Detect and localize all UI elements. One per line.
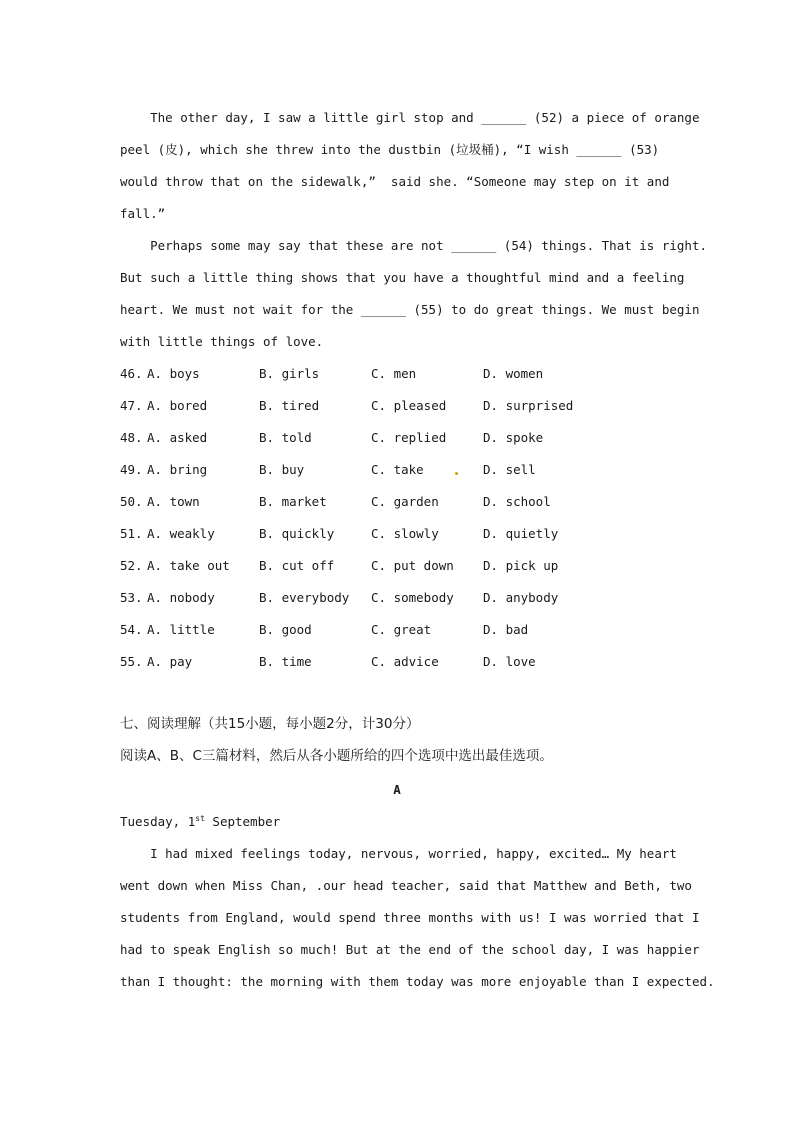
- option-c: C. pleased: [371, 398, 447, 413]
- passage-line: I had mixed feelings today, nervous, worried, happy, excited… My heart: [120, 846, 677, 861]
- question-number: 53.: [120, 590, 143, 605]
- option-c: C. take: [371, 462, 424, 477]
- option-a: A. little: [147, 622, 215, 637]
- option-a: A. bored: [147, 398, 208, 413]
- option-d: D. school: [483, 494, 551, 509]
- option-c: C. put down: [371, 558, 454, 573]
- option-b: B. cut off: [259, 558, 335, 573]
- option-a: A. take out: [147, 558, 230, 573]
- option-b: B. market: [259, 494, 327, 509]
- diary-date: [120, 814, 280, 830]
- option-b: B. tired: [259, 398, 320, 413]
- passage-line: than I thought: the morning with them today was more enjoyable than I expected.: [120, 974, 715, 989]
- option-d: D. love: [483, 654, 536, 669]
- option-d: D. sell: [483, 462, 536, 477]
- passage-line: fall.”: [120, 206, 166, 221]
- passage-line: peel (皮), which she threw into the dustbin (垃圾桶), “I wish ______ (53): [120, 142, 660, 157]
- option-b: B. time: [259, 654, 312, 669]
- passage-line: Perhaps some may say that these are not ______ (54) things. That is right.: [120, 238, 707, 253]
- passage-label: A: [393, 782, 401, 797]
- option-c: C. slowly: [371, 526, 439, 541]
- question-number: 48.: [120, 430, 143, 445]
- option-b: B. good: [259, 622, 312, 637]
- passage-line: But such a little thing shows that you have a thoughtful mind and a feeling: [120, 270, 685, 285]
- option-b: B. buy: [259, 462, 305, 477]
- option-a: A. bring: [147, 462, 208, 477]
- option-d: D. anybody: [483, 590, 559, 605]
- option-a: A. boys: [147, 366, 200, 381]
- option-a: A. pay: [147, 654, 193, 669]
- option-b: B. everybody: [259, 590, 350, 605]
- passage-line: heart. We must not wait for the ______ (55) to do great things. We must begin: [120, 302, 700, 317]
- question-number: 49.: [120, 462, 143, 477]
- question-number: 54.: [120, 622, 143, 637]
- date-ordinal: st: [195, 813, 205, 823]
- option-c: C. men: [371, 366, 417, 381]
- question-number: 47.: [120, 398, 143, 413]
- option-b: B. told: [259, 430, 312, 445]
- option-d: D. spoke: [483, 430, 544, 445]
- passage-line: with little things of love.: [120, 334, 324, 349]
- option-d: D. women: [483, 366, 544, 381]
- option-b: B. girls: [259, 366, 320, 381]
- date-month: September: [204, 814, 281, 829]
- option-a: A. asked: [147, 430, 208, 445]
- option-a: A. nobody: [147, 590, 215, 605]
- option-b: B. quickly: [259, 526, 335, 541]
- passage-line: would throw that on the sidewalk,” said she. “Someone may step on it and: [120, 174, 670, 189]
- option-c: C. replied: [371, 430, 447, 445]
- question-number: 51.: [120, 526, 143, 541]
- question-number: 46.: [120, 366, 143, 381]
- option-d: D. bad: [483, 622, 529, 637]
- option-a: A. town: [147, 494, 200, 509]
- question-number: 55.: [120, 654, 143, 669]
- option-d: D. quietly: [483, 526, 559, 541]
- passage-line: students from England, would spend three months with us! I was worried that I: [120, 910, 700, 925]
- option-c: C. advice: [371, 654, 439, 669]
- passage-line: The other day, I saw a little girl stop and ______ (52) a piece of orange: [120, 110, 700, 125]
- option-c: C. great: [371, 622, 432, 637]
- option-c: C. somebody: [371, 590, 454, 605]
- date-day: Tuesday, 1: [120, 814, 196, 829]
- option-c: C. garden: [371, 494, 439, 509]
- passage-line: went down when Miss Chan, .our head teacher, said that Matthew and Beth, two: [120, 878, 692, 893]
- question-number: 50.: [120, 494, 143, 509]
- section-instruction: 阅读A、B、C三篇材料，然后从各小题所给的四个选项中选出最佳选项。: [120, 748, 553, 764]
- stray-mark: [455, 472, 458, 475]
- section-heading: 七、阅读理解（共15小题，每小题2分，计30分）: [120, 716, 420, 732]
- option-a: A. weakly: [147, 526, 215, 541]
- option-d: D. pick up: [483, 558, 559, 573]
- passage-line: had to speak English so much! But at the end of the school day, I was happier: [120, 942, 700, 957]
- option-d: D. surprised: [483, 398, 574, 413]
- question-number: 52.: [120, 558, 143, 573]
